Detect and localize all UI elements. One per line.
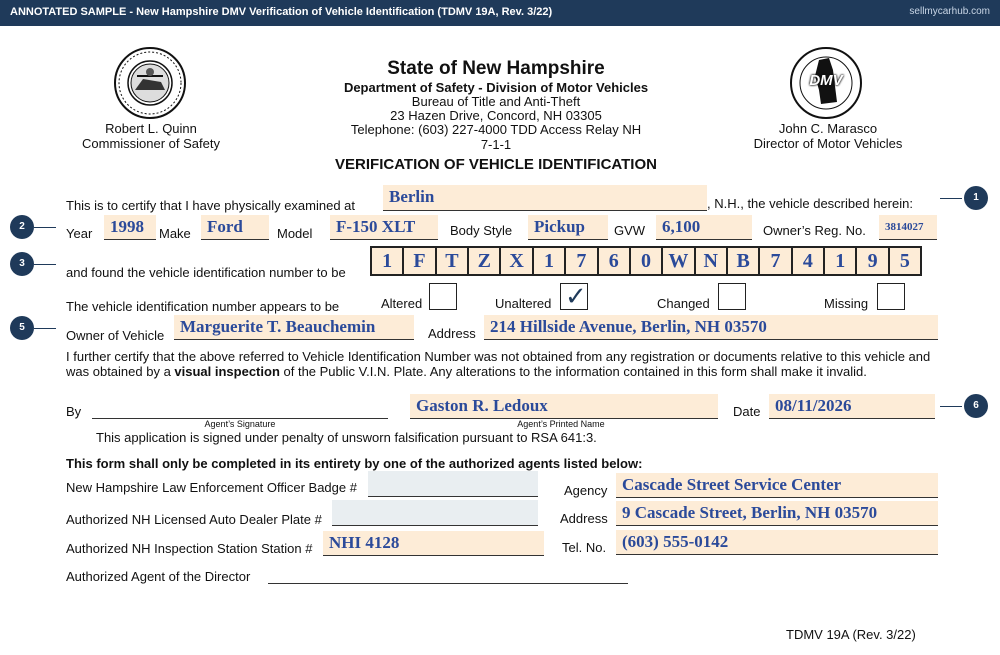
vin-char: T [437, 248, 469, 274]
telephone-text: Telephone: (603) 227-4000 TDD Access Relay NH [350, 122, 642, 137]
signature-caption: Agent’s Signature [204, 419, 276, 429]
altered-checkbox[interactable] [429, 283, 457, 310]
checkmark-icon: ✓ [565, 281, 587, 311]
date-label: Date [733, 404, 761, 419]
address-text: 23 Hazen Drive, Concord, NH 03305 [390, 108, 602, 123]
vin-char: 0 [631, 248, 663, 274]
director-agent-line[interactable] [268, 566, 628, 584]
agency-address-label: Address [560, 511, 608, 526]
badge-connector [34, 227, 56, 228]
vin-char: 6 [599, 248, 631, 274]
date-field[interactable]: 08/11/2026 [769, 394, 935, 419]
missing-label: Missing [824, 296, 869, 311]
vin-char: 1 [825, 248, 857, 274]
banner-title: ANNOTATED SAMPLE - New Hampshire DMV Verification of Vehicle Identification (TDMV 19A, Rev. 3/22) [10, 6, 553, 18]
station-number-field[interactable]: NHI 4128 [323, 531, 544, 556]
make-label: Make [159, 226, 191, 241]
owner-name-field[interactable]: Marguerite T. Beauchemin [174, 315, 414, 340]
certification-statement [66, 349, 936, 379]
unaltered-checkbox[interactable] [560, 283, 588, 310]
vin-char: 7 [566, 248, 598, 274]
reg-label: Owner’s Reg. No. [763, 223, 866, 238]
vin-char: 1 [534, 248, 566, 274]
year-label: Year [66, 226, 93, 241]
right-official-name: John C. Marasco [778, 121, 878, 136]
right-official-title: Director of Motor Vehicles [753, 136, 903, 151]
changed-label: Changed [657, 296, 710, 311]
agents-heading: This form shall only be completed in its entirety by one of the authorized agents listed below: [66, 456, 643, 471]
vin-char: N [696, 248, 728, 274]
missing-checkbox[interactable] [877, 283, 905, 310]
tel-label: Tel. No. [562, 540, 607, 555]
vin-char: 5 [899, 250, 910, 272]
statement-bold: visual inspection [174, 364, 280, 379]
certify-prefix: This is to certify that I have physically examined at [66, 198, 356, 213]
annotation-badge-6: 6 [964, 394, 988, 418]
bureau-text: Bureau of Title and Anti-Theft [411, 94, 581, 109]
vin-label: and found the vehicle identification number to be [66, 265, 346, 280]
annotation-badge-5: 5 [10, 316, 34, 340]
gvw-label: GVW [614, 223, 646, 238]
banner-site[interactable]: sellmycarhub.com [909, 6, 990, 17]
vin-char: F [404, 248, 436, 274]
make-field[interactable]: Ford [201, 215, 269, 240]
model-field[interactable]: F-150 XLT [330, 215, 438, 240]
body-label: Body Style [450, 223, 513, 238]
signature-line[interactable] [92, 401, 388, 419]
badge-connector [34, 264, 56, 265]
vin-char: W [663, 248, 695, 274]
altered-label: Altered [381, 296, 423, 311]
agency-address-field[interactable]: 9 Cascade Street, Berlin, NH 03570 [616, 501, 938, 526]
city-field[interactable]: Berlin [383, 185, 707, 211]
tel-field[interactable]: (603) 555-0142 [616, 530, 938, 555]
agent-name-field[interactable]: Gaston R. Ledoux [410, 394, 718, 419]
inspection-station-label: Authorized NH Inspection Station Station # [66, 541, 313, 556]
banner [0, 0, 1000, 26]
auto-dealer-label: Authorized NH Licensed Auto Dealer Plate # [66, 512, 322, 527]
badge-connector [34, 328, 56, 329]
left-official-title: Commissioner of Safety [82, 136, 220, 151]
form-number: TDMV 19A (Rev. 3/22) [786, 627, 916, 642]
department-heading: Department of Safety - Division of Motor Vehicles [343, 80, 649, 95]
plate-number-field[interactable] [332, 500, 538, 526]
badge-connector [940, 198, 962, 199]
agency-field[interactable]: Cascade Street Service Center [616, 473, 938, 498]
unaltered-label: Unaltered [495, 296, 552, 311]
owner-label: Owner of Vehicle [66, 328, 165, 343]
agency-label: Agency [564, 483, 608, 498]
vin-char: Z [469, 248, 501, 274]
left-official-name: Robert L. Quinn [105, 121, 197, 136]
relay-text: 7-1-1 [480, 137, 512, 152]
by-label: By [66, 404, 82, 419]
owner-address-field[interactable]: 214 Hillside Avenue, Berlin, NH 03570 [484, 315, 938, 340]
owner-address-label: Address [428, 326, 476, 341]
law-officer-label: New Hampshire Law Enforcement Officer Badge # [66, 480, 357, 495]
body-field[interactable]: Pickup [528, 215, 608, 240]
year-field[interactable]: 1998 [104, 215, 156, 240]
state-seal-icon [113, 46, 187, 120]
vin-char: 4 [793, 248, 825, 274]
vin-char: X [501, 248, 533, 274]
vin-char: 7 [760, 248, 792, 274]
vin-char: 9 [857, 248, 889, 274]
reg-field[interactable]: 3814027 [879, 215, 937, 240]
appears-label: The vehicle identification number appears to be [66, 299, 340, 314]
vin-char: 1 [372, 248, 404, 274]
penalty-text: This application is signed under penalty of unsworn falsification pursuant to RSA 641:3. [96, 430, 597, 445]
certify-suffix: , N.H., the vehicle described herein: [707, 196, 913, 211]
annotation-badge-2: 2 [10, 215, 34, 239]
changed-checkbox[interactable] [718, 283, 746, 310]
badge-connector [940, 406, 962, 407]
annotation-badge-3: 3 [10, 252, 34, 276]
annotation-badge-1: 1 [964, 186, 988, 210]
statement-part2: of the Public V.I.N. Plate. Any alterations to the information contained in this form shall make it invalid. [279, 364, 867, 379]
director-agent-label: Authorized Agent of the Director [66, 569, 251, 584]
vin-char: B [728, 248, 760, 274]
vin-field[interactable] [370, 246, 922, 276]
gvw-field[interactable]: 6,100 [656, 215, 752, 240]
model-label: Model [277, 226, 313, 241]
state-heading: State of New Hampshire [387, 58, 605, 79]
badge-number-field[interactable] [368, 471, 538, 497]
agent-name-caption: Agent’s Printed Name [517, 419, 605, 429]
statement-part1: I further certify that the above referred to Vehicle Identification Number was not obtained from any registration or documents relative to this vehicle and was obtained by a [66, 349, 931, 379]
form-title: VERIFICATION OF VEHICLE IDENTIFICATION [335, 156, 657, 173]
dmv-logo-text: DMV [809, 72, 843, 89]
